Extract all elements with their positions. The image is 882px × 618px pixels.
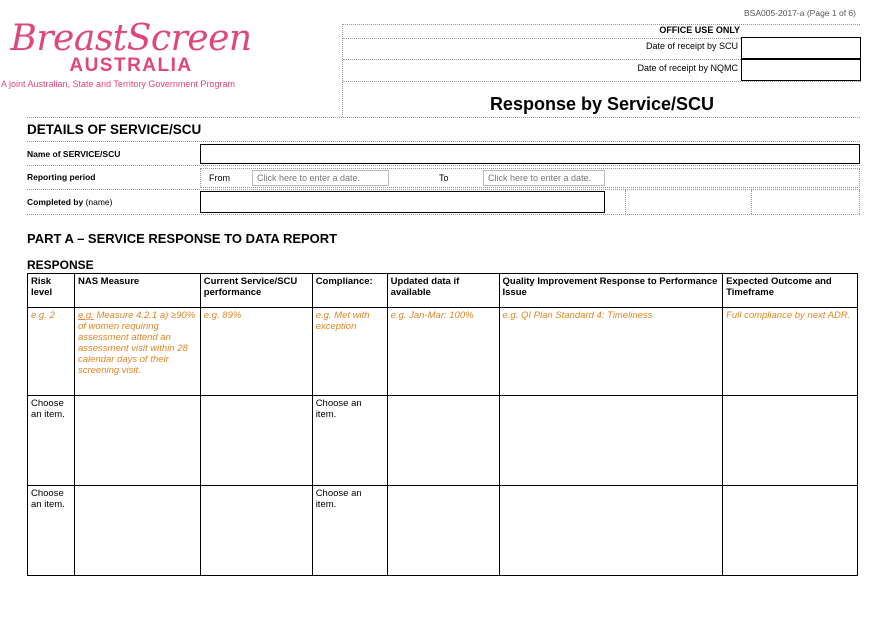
risk-level-dropdown[interactable]: Choose an item.	[28, 396, 75, 486]
header-current-performance: Current Service/SCU performance	[200, 274, 312, 308]
from-label: From	[209, 173, 230, 183]
receipt-nqmc-label: Date of receipt by NQMC	[637, 63, 738, 73]
nas-measure-cell[interactable]	[74, 396, 200, 486]
details-heading: DETAILS OF SERVICE/SCU	[27, 122, 202, 137]
example-performance[interactable]: e.g. 89%	[200, 308, 312, 396]
example-compliance[interactable]: e.g. Met with exception	[312, 308, 387, 396]
table-row	[28, 396, 858, 486]
completed-by-row	[27, 190, 860, 215]
breastscreen-logo	[0, 18, 262, 89]
risk-level-dropdown[interactable]: Choose an item.	[28, 486, 75, 576]
updated-data-cell[interactable]	[387, 396, 499, 486]
office-use-heading: OFFICE USE ONLY	[659, 25, 740, 35]
compliance-dropdown[interactable]: Choose an item.	[312, 486, 387, 576]
response-heading: RESPONSE	[27, 258, 94, 272]
logo-wordmark: BreastScreen	[10, 18, 252, 59]
example-nas-measure[interactable]: e.g. Measure 4.2.1 a) ≥90% of women requiring assessment attend an assessment visit within 28 calendar days of their screening visit.	[74, 308, 200, 396]
nas-measure-cell[interactable]	[74, 486, 200, 576]
logo-tagline: A joint Australian, State and Territory Government Program	[1, 79, 235, 89]
logo-country: AUSTRALIA	[69, 55, 193, 76]
table-header-row	[28, 274, 858, 308]
receipt-scu-field[interactable]	[741, 37, 861, 59]
receipt-scu-label: Date of receipt by SCU	[645, 41, 738, 51]
qi-response-cell[interactable]	[499, 486, 723, 576]
part-a-heading: PART A – SERVICE RESPONSE TO DATA REPORT	[27, 231, 338, 246]
updated-data-cell[interactable]	[387, 486, 499, 576]
performance-cell[interactable]	[200, 396, 312, 486]
header-expected-outcome: Expected Outcome and Timeframe	[723, 274, 858, 308]
reporting-period-row	[27, 166, 860, 190]
response-table	[27, 273, 858, 576]
to-label: To	[439, 173, 449, 183]
outcome-cell[interactable]	[723, 486, 858, 576]
completed-by-label: Completed by (name)	[27, 197, 113, 207]
example-updated-data[interactable]: e.g. Jan-Mar: 100%	[387, 308, 499, 396]
example-outcome[interactable]: Full compliance by next ADR.	[723, 308, 858, 396]
header-qi-response: Quality Improvement Response to Performance Issue	[499, 274, 723, 308]
name-row	[27, 142, 860, 166]
table-row-example	[28, 308, 858, 396]
from-date-picker[interactable]: Click here to enter a date.	[252, 170, 389, 186]
header-nas-measure: NAS Measure	[74, 274, 200, 308]
qi-response-cell[interactable]	[499, 396, 723, 486]
period-label: Reporting period	[27, 172, 96, 182]
receipt-nqmc-field[interactable]	[741, 59, 861, 81]
details-header-row	[27, 117, 860, 142]
service-name-field[interactable]	[200, 144, 860, 164]
completed-by-field[interactable]	[200, 191, 605, 213]
example-qi-response[interactable]: e.g. QI Plan Standard 4: Timeliness	[499, 308, 723, 396]
office-use-block	[342, 24, 860, 117]
name-label: Name of SERVICE/SCU	[27, 149, 121, 159]
document-reference: BSA005-2017-a (Page 1 of 6)	[744, 8, 856, 18]
outcome-cell[interactable]	[723, 396, 858, 486]
header-updated-data: Updated data if available	[387, 274, 499, 308]
header-compliance: Compliance:	[312, 274, 387, 308]
example-risk[interactable]: e.g. 2	[28, 308, 75, 396]
compliance-dropdown[interactable]: Choose an item.	[312, 396, 387, 486]
to-date-picker[interactable]: Click here to enter a date.	[483, 170, 605, 186]
table-row	[28, 486, 858, 576]
header-risk-level: Risk level	[28, 274, 75, 308]
performance-cell[interactable]	[200, 486, 312, 576]
page-title: Response by Service/SCU	[489, 94, 715, 114]
